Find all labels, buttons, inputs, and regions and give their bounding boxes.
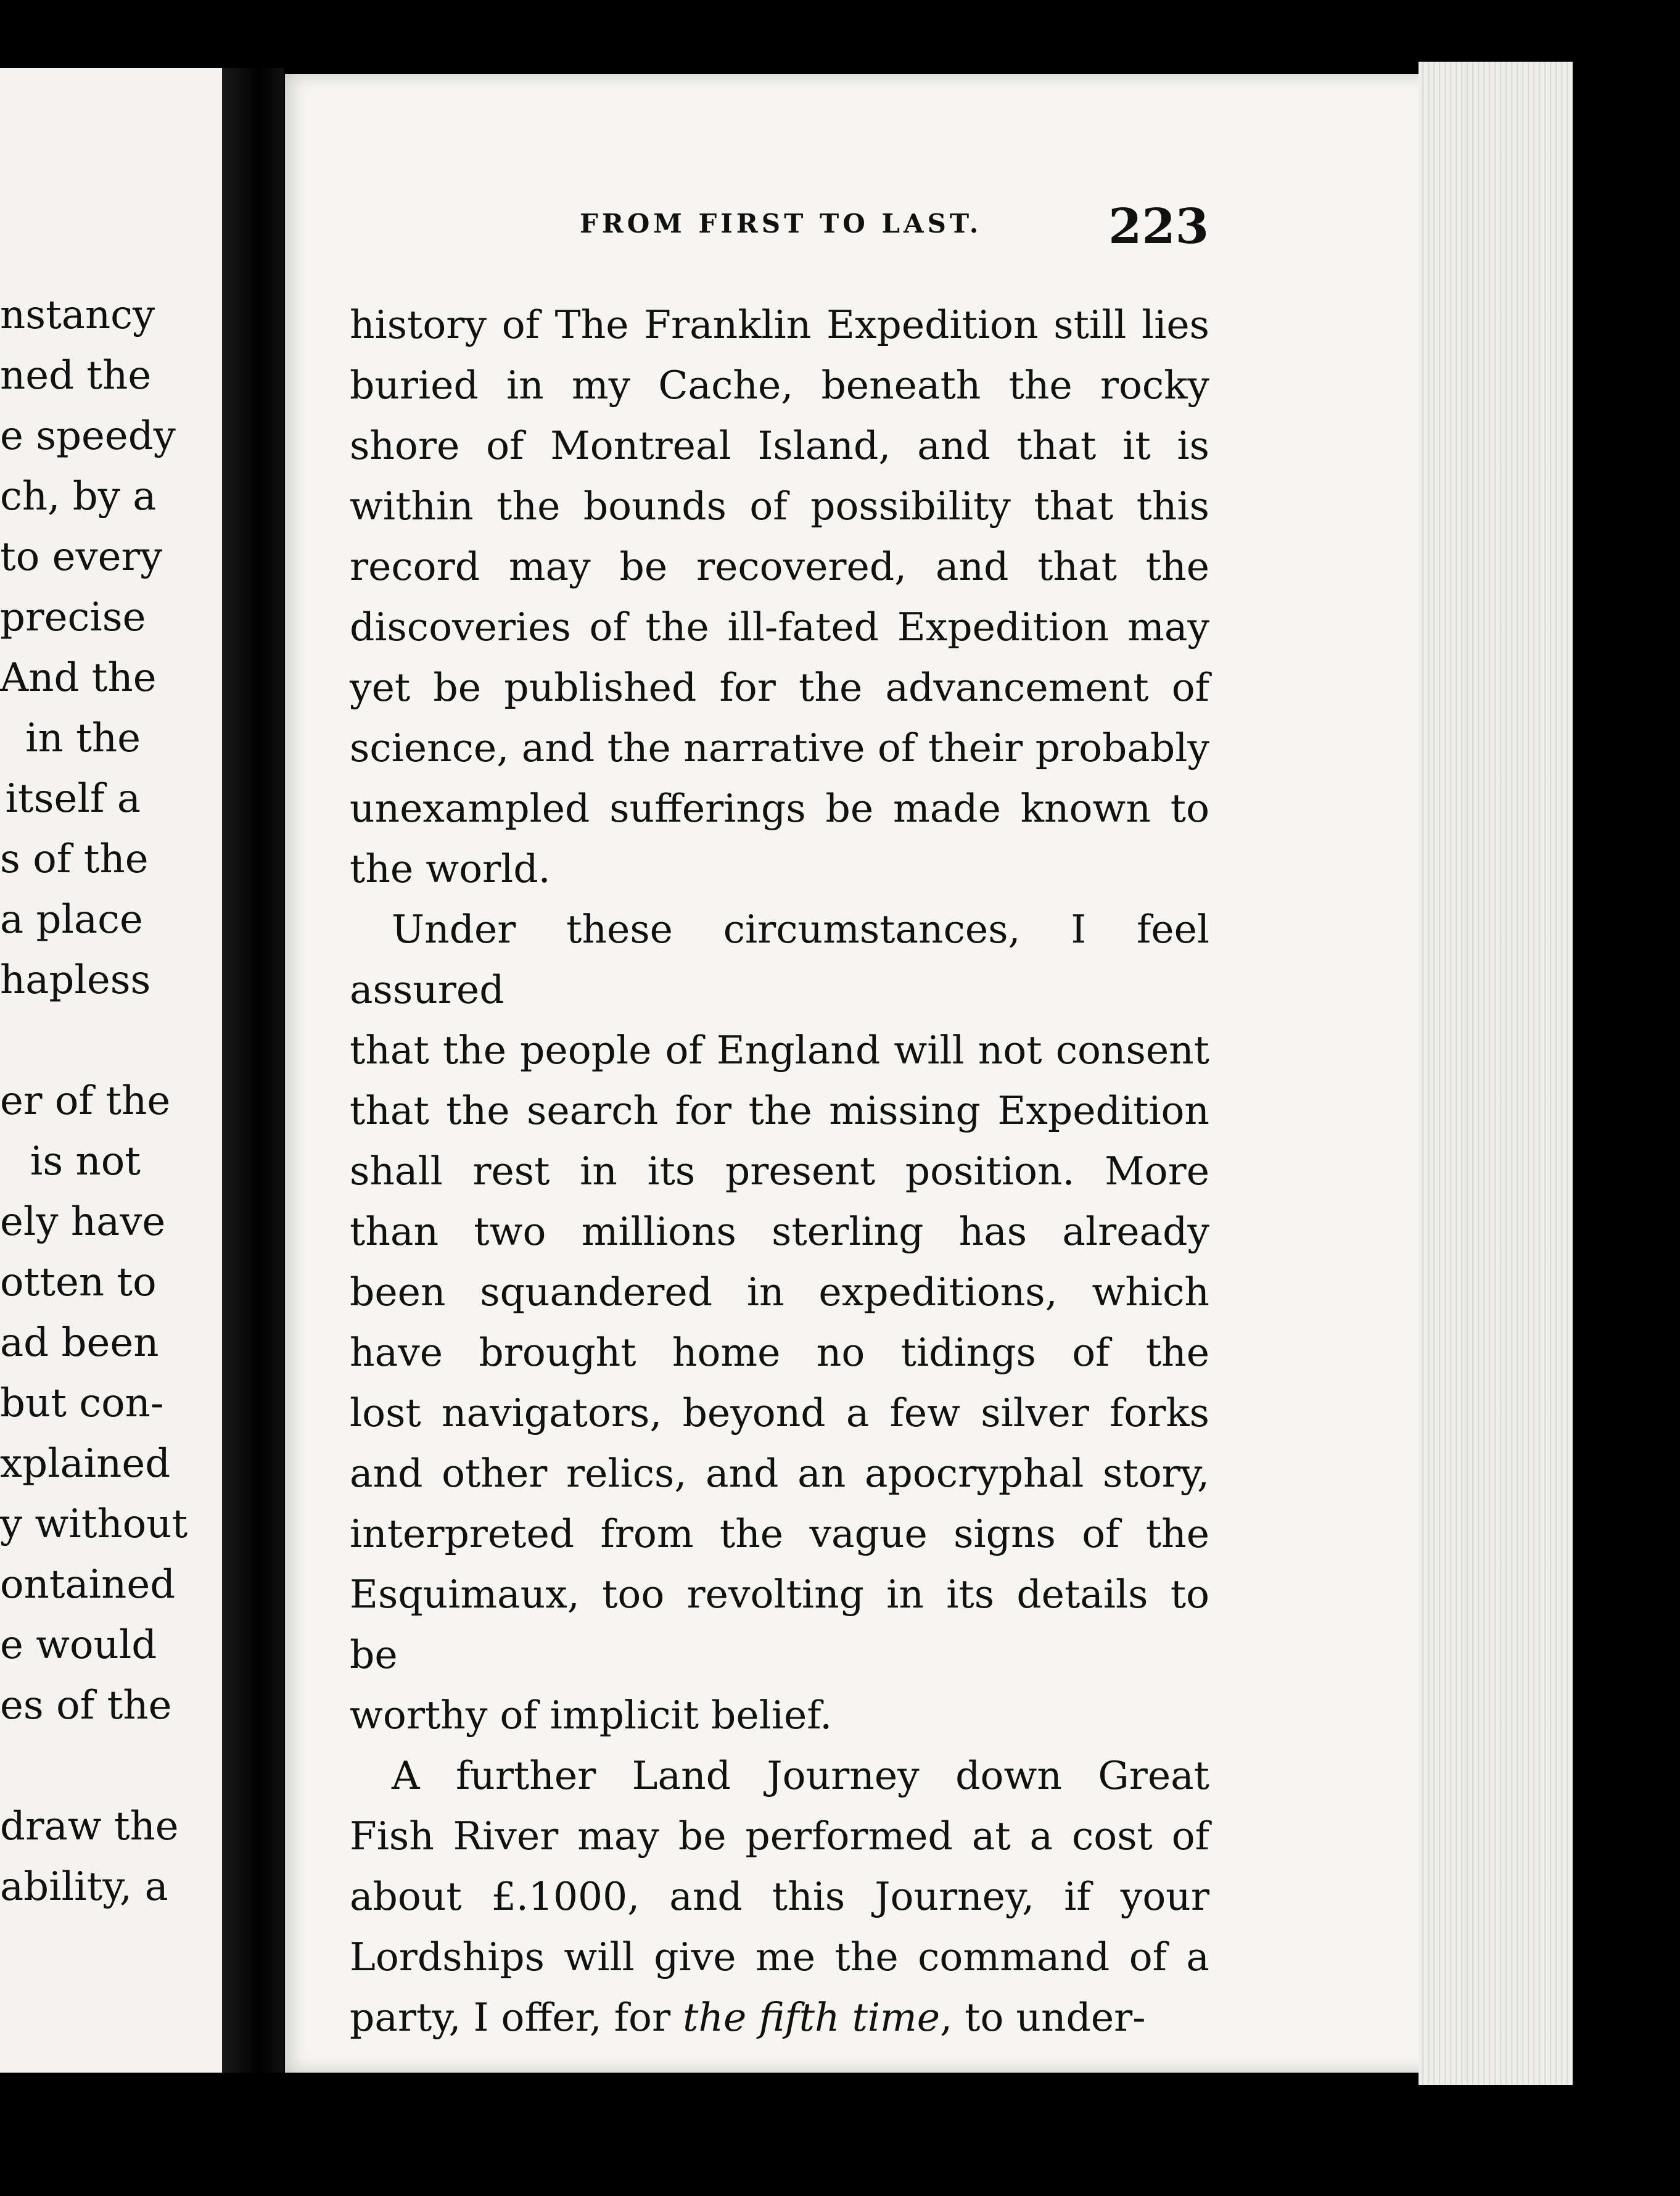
italic-phrase: the fifth time bbox=[683, 1995, 941, 2040]
text-line: about £.1000, and this Journey, if your bbox=[350, 1874, 1209, 1919]
paragraph-1 bbox=[350, 295, 1209, 899]
page-edges bbox=[1419, 62, 1573, 2085]
left-text-line: precise bbox=[0, 595, 146, 640]
text-line: lost navigators, beyond a few silver forks bbox=[350, 1390, 1209, 1435]
text-line: A further Land Journey down Great bbox=[392, 1753, 1209, 1798]
left-text-line: draw the bbox=[0, 1804, 179, 1849]
text-line: worthy of implicit belief. bbox=[350, 1693, 833, 1738]
text-line: been squandered in expeditions, which bbox=[350, 1269, 1209, 1315]
text-line: interpreted from the vague signs of the bbox=[350, 1511, 1209, 1556]
text-line: yet be published for the advancement of bbox=[350, 665, 1209, 710]
left-text-line: And the bbox=[0, 655, 157, 701]
text-line: discoveries of the ill-fated Expedition may bbox=[350, 605, 1209, 650]
left-text-line: in the bbox=[25, 716, 141, 761]
left-text-line: a place bbox=[0, 897, 143, 943]
paragraph-3 bbox=[350, 1746, 1209, 2048]
page-number: 223 bbox=[1108, 199, 1209, 255]
text-line: shore of Montreal Island, and that it is bbox=[350, 423, 1209, 468]
text-line: buried in my Cache, beneath the rocky bbox=[350, 363, 1209, 408]
left-text-line: ability, a bbox=[0, 1864, 168, 1910]
text-line: shall rest in its present position. More bbox=[350, 1149, 1209, 1194]
left-text-line: e speedy bbox=[0, 413, 176, 459]
text-line: history of The Franklin Expedition still lies bbox=[350, 302, 1209, 347]
text-line: the world. bbox=[350, 846, 551, 891]
left-text-line: nstancy bbox=[0, 292, 155, 338]
left-text-line: itself a bbox=[5, 776, 141, 822]
left-text-line: is not bbox=[30, 1139, 141, 1184]
left-text-line: ely have bbox=[0, 1199, 166, 1245]
book-gutter bbox=[222, 68, 284, 2073]
left-text-line: e would bbox=[0, 1622, 157, 1668]
text-line: and other relics, and an apocryphal story, bbox=[350, 1451, 1209, 1496]
left-text-line: hapless bbox=[0, 957, 151, 1003]
text-line: science, and the narrative of their probably bbox=[350, 725, 1209, 770]
text-line: than two millions sterling has already bbox=[350, 1209, 1209, 1254]
left-text-line: but con- bbox=[0, 1381, 164, 1426]
running-head-text: FROM FIRST TO LAST. bbox=[580, 208, 982, 239]
text-line: Under these circumstances, I feel assured bbox=[350, 907, 1209, 1012]
text-line: that the search for the missing Expedition bbox=[350, 1088, 1209, 1133]
text-line: within the bounds of possibility that this bbox=[350, 484, 1209, 529]
text-line: Esquimaux, too revolting in its details to be bbox=[350, 1572, 1209, 1677]
line-text: party, I offer, for bbox=[350, 1995, 683, 2040]
left-text-line: ch, by a bbox=[0, 474, 157, 519]
left-text-line: otten to bbox=[0, 1260, 157, 1305]
body-text bbox=[350, 295, 1209, 2048]
text-line: unexampled sufferings be made known to bbox=[350, 786, 1209, 831]
left-text-line: er of the bbox=[0, 1078, 171, 1124]
left-text-line: s of the bbox=[0, 836, 149, 882]
text-line bbox=[350, 1988, 1209, 2048]
paragraph-2 bbox=[350, 899, 1209, 1746]
text-line: record may be recovered, and that the bbox=[350, 544, 1209, 589]
left-text-line: xplained bbox=[0, 1441, 171, 1487]
left-text-line: ad been bbox=[0, 1320, 159, 1366]
text-line: Fish River may be performed at a cost of bbox=[350, 1814, 1209, 1859]
left-text-line: ned the bbox=[0, 353, 152, 398]
text-line: Lordships will give me the command of a bbox=[350, 1934, 1209, 1979]
left-text-line: es of the bbox=[0, 1683, 172, 1728]
text-line: have brought home no tidings of the bbox=[350, 1330, 1209, 1375]
left-text-line: to every bbox=[0, 534, 163, 580]
text-line: that the people of England will not consent bbox=[350, 1028, 1209, 1073]
line-text: , to under- bbox=[940, 1995, 1146, 2040]
left-text-line: ontained bbox=[0, 1562, 176, 1608]
left-text-line: y without bbox=[0, 1501, 188, 1547]
